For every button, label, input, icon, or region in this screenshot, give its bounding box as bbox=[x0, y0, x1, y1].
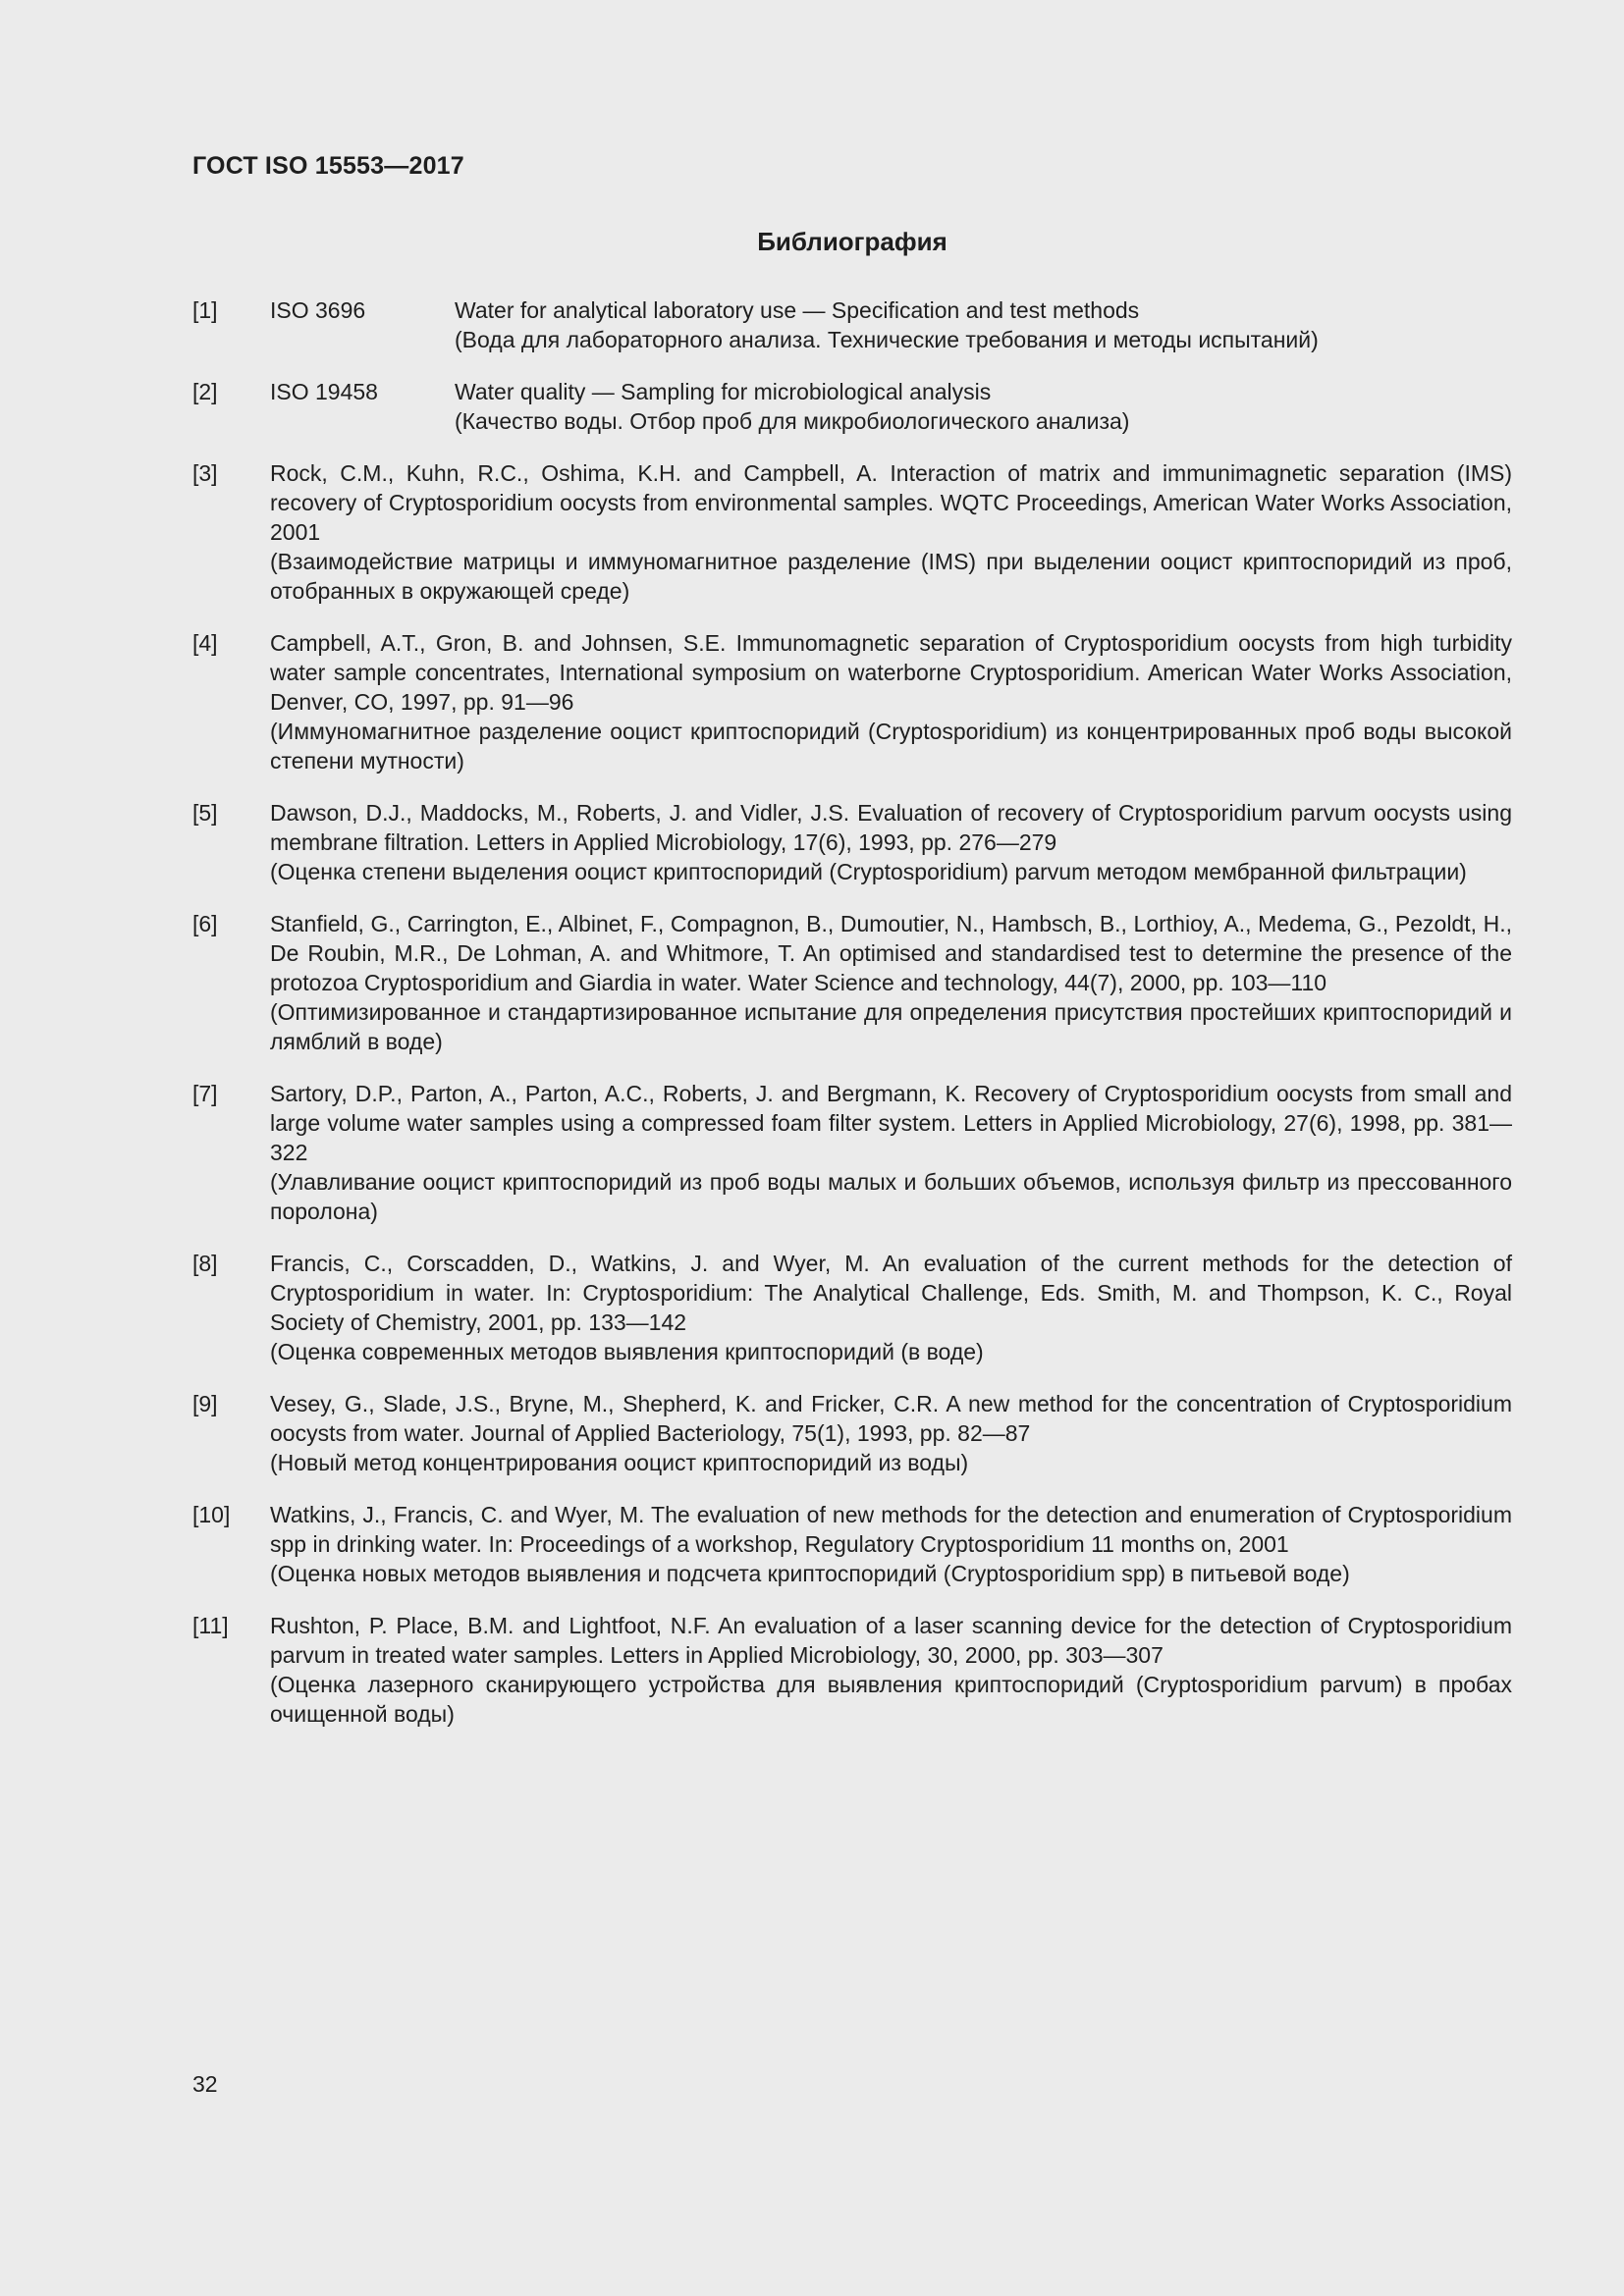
reference-number: [5] bbox=[192, 800, 218, 826]
reference-item bbox=[192, 1389, 1512, 1477]
reference-text bbox=[270, 1389, 1512, 1477]
reference-text-ru: (Оценка новых методов выявления и подсчета криптоспоридий (Cryptosporidium spp) в питьевой воде) bbox=[270, 1561, 1350, 1586]
reference-number: [3] bbox=[192, 460, 218, 486]
reference-item bbox=[192, 1611, 1512, 1729]
reference-text bbox=[455, 377, 1512, 436]
reference-number: [2] bbox=[192, 379, 218, 404]
reference-item bbox=[192, 798, 1512, 886]
reference-text bbox=[455, 295, 1512, 354]
reference-item bbox=[192, 377, 1512, 436]
reference-text-en: Rock, C.M., Kuhn, R.C., Oshima, K.H. and Campbell, A. Interaction of matrix and immunimagnetic separation (IMS) recovery of Cryptosporidium oocysts from environmental samples. WQTC Proceedings, American Water Works Association, 2001 bbox=[270, 460, 1512, 545]
reference-text-en: Watkins, J., Francis, C. and Wyer, M. The evaluation of new methods for the detection and enumeration of Cryptosporidium spp in drinking water. In: Proceedings of a workshop, Regulatory Cryptosporidium 11 months on, 2001 bbox=[270, 1502, 1512, 1557]
standard-code: ISO 3696 bbox=[270, 297, 366, 323]
reference-item bbox=[192, 458, 1512, 606]
reference-text-ru: (Оценка современных методов выявления криптоспоридий (в воде) bbox=[270, 1339, 984, 1364]
reference-text-en: Dawson, D.J., Maddocks, M., Roberts, J. and Vidler, J.S. Evaluation of recovery of Cryptosporidium parvum oocysts using membrane filtration. Letters in Applied Microbiology, 17(6), 1993, pp. 276—279 bbox=[270, 800, 1512, 855]
reference-text-en: Vesey, G., Slade, J.S., Bryne, M., Shepherd, K. and Fricker, C.R. A new method for the concentration of Cryptosporidium oocysts from water. Journal of Applied Bacteriology, 75(1), 1993, pp. 82—87 bbox=[270, 1391, 1512, 1446]
reference-text bbox=[270, 798, 1512, 886]
reference-text-en: Water quality — Sampling for microbiological analysis bbox=[455, 379, 992, 404]
reference-text-ru: (Оценка степени выделения ооцист криптоспоридий (Cryptosporidium) parvum методом мембранной фильтрации) bbox=[270, 859, 1467, 884]
reference-number: [1] bbox=[192, 297, 218, 323]
reference-number: [6] bbox=[192, 911, 218, 936]
reference-text-ru: (Качество воды. Отбор проб для микробиологического анализа) bbox=[455, 408, 1130, 434]
reference-item bbox=[192, 1249, 1512, 1366]
reference-text-en: Campbell, A.T., Gron, B. and Johnsen, S.E. Immunomagnetic separation of Cryptosporidium oocysts from high turbidity water sample concentrates, International symposium on waterborne Cryptosporidium. American Water Works Association, Denver, CO, 1997, pp. 91—96 bbox=[270, 630, 1512, 715]
bibliography-title: Библиография bbox=[757, 227, 947, 256]
reference-number: [7] bbox=[192, 1081, 218, 1106]
reference-text bbox=[270, 458, 1512, 606]
page-number: 32 bbox=[192, 2071, 218, 2097]
references-list bbox=[192, 295, 1512, 1751]
reference-text-ru: (Вода для лабораторного анализа. Технические требования и методы испытаний) bbox=[455, 327, 1319, 352]
reference-text-ru: (Оптимизированное и стандартизированное испытание для определения присутствия простейших криптоспоридий и лямблий в воде) bbox=[270, 999, 1512, 1054]
reference-text-en: Rushton, P. Place, B.M. and Lightfoot, N.F. An evaluation of a laser scanning device for the detection of Cryptosporidium parvum in treated water samples. Letters in Applied Microbiology, 30, 2000, pp. 303—307 bbox=[270, 1613, 1512, 1668]
reference-text bbox=[270, 1611, 1512, 1729]
reference-text bbox=[270, 1249, 1512, 1366]
reference-item bbox=[192, 1500, 1512, 1588]
reference-text bbox=[270, 1500, 1512, 1588]
reference-item bbox=[192, 628, 1512, 775]
reference-text bbox=[270, 1079, 1512, 1226]
reference-text-en: Water for analytical laboratory use — Specification and test methods bbox=[455, 297, 1140, 323]
reference-text-en: Francis, C., Corscadden, D., Watkins, J. and Wyer, M. An evaluation of the current methods for the detection of Cryptosporidium in water. In: Cryptosporidium: The Analytical Challenge, Eds. Smith, M. and Thompson, K. C., Royal Society of Chemistry, 2001, pp. 133—142 bbox=[270, 1251, 1512, 1335]
reference-text-ru: (Взаимодействие матрицы и иммуномагнитное разделение (IMS) при выделении ооцист криптоспоридий из проб, отобранных в окружающей среде) bbox=[270, 549, 1512, 604]
reference-number: [11] bbox=[192, 1613, 229, 1638]
reference-text-ru: (Оценка лазерного сканирующего устройства для выявления криптоспоридий (Cryptosporidium parvum) в пробах очищенной воды) bbox=[270, 1672, 1512, 1727]
document-code: ГОСТ ISO 15553—2017 bbox=[192, 152, 464, 180]
reference-text bbox=[270, 628, 1512, 775]
reference-number: [10] bbox=[192, 1502, 231, 1527]
reference-text-ru: (Улавливание ооцист криптоспоридий из проб воды малых и больших объемов, используя фильтр из прессованного поролона) bbox=[270, 1169, 1512, 1224]
reference-text bbox=[270, 909, 1512, 1056]
reference-text-ru: (Новый метод концентрирования ооцист криптоспоридий из воды) bbox=[270, 1450, 969, 1475]
reference-text-en: Sartory, D.P., Parton, A., Parton, A.C., Roberts, J. and Bergmann, K. Recovery of Cryptosporidium oocysts from small and large volume water samples using a compressed foam filter system. Letters in Applied Microbiology, 27(6), 1998, pp. 381—322 bbox=[270, 1081, 1512, 1165]
reference-number: [8] bbox=[192, 1251, 218, 1276]
reference-text-en: Stanfield, G., Carrington, E., Albinet, F., Compagnon, B., Dumoutier, N., Hambsch, B., Lorthioy, A., Medema, G., Pezoldt, H., De Roubin, M.R., De Lohman, A. and Whitmore, T. An optimised and standardised test to determine the presence of the protozoa Cryptosporidium and Giardia in water. Water Science and technology, 44(7), 2000, pp. 103—110 bbox=[270, 911, 1512, 995]
reference-number: [9] bbox=[192, 1391, 218, 1416]
reference-number: [4] bbox=[192, 630, 218, 656]
standard-code: ISO 19458 bbox=[270, 379, 378, 404]
reference-item bbox=[192, 295, 1512, 354]
reference-text-ru: (Иммуномагнитное разделение ооцист криптоспоридий (Cryptosporidium) из концентрированных проб воды высокой степени мутности) bbox=[270, 719, 1512, 774]
reference-item bbox=[192, 909, 1512, 1056]
reference-item bbox=[192, 1079, 1512, 1226]
